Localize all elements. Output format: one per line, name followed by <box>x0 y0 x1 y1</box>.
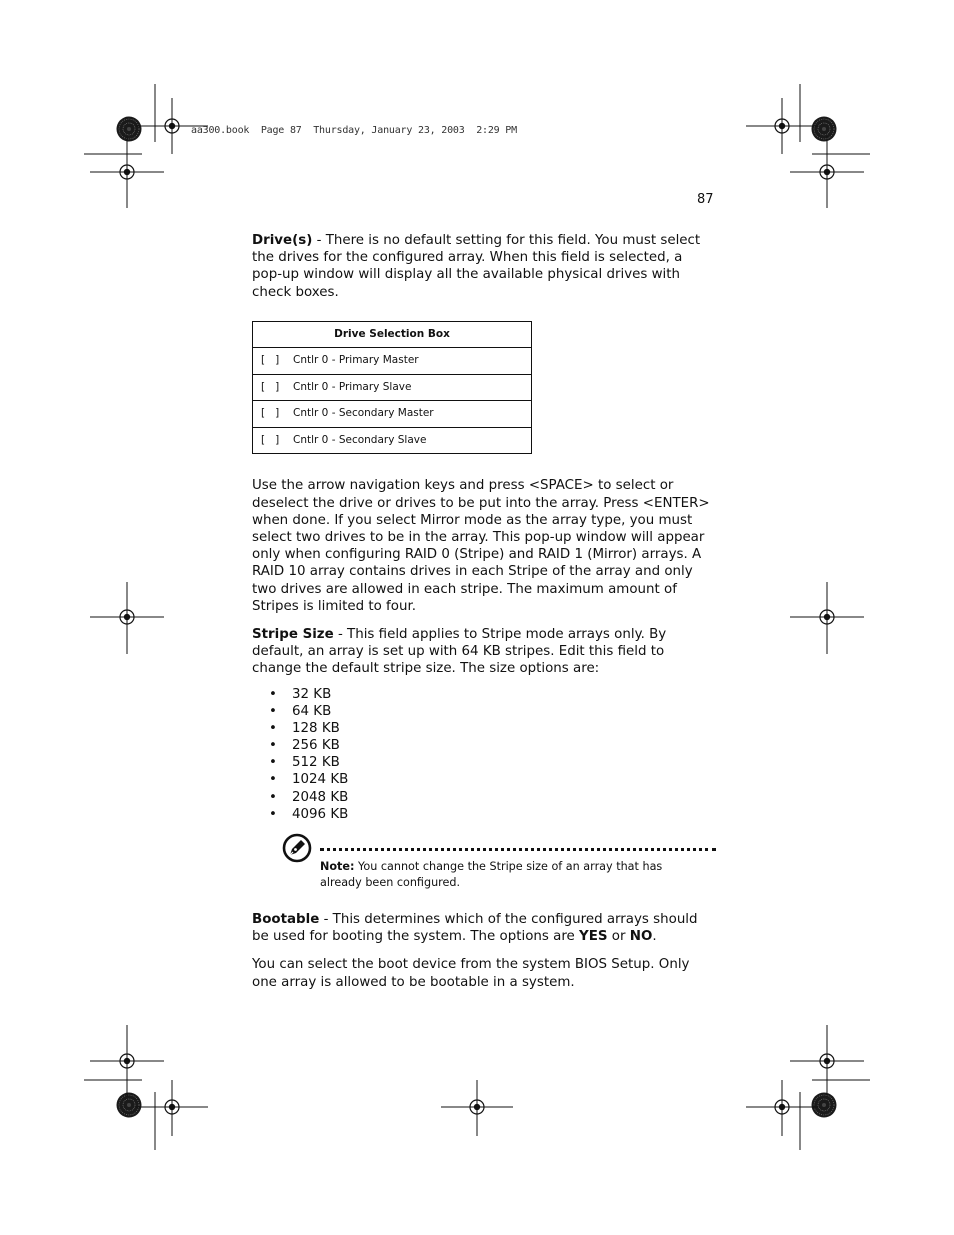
list-item <box>252 703 716 720</box>
bullet: • <box>269 738 277 754</box>
size-option: 256 KB <box>292 738 340 754</box>
bullet: • <box>269 772 277 788</box>
bullet: • <box>269 686 277 702</box>
bullet: • <box>269 703 277 719</box>
list-item <box>252 789 716 806</box>
navigation-paragraph: Use the arrow navigation keys and press <SPACE> to select or deselect the drive or drives to be put into the array. Press <ENTER> when done. If you select Mirror mode as the array type, you must select two drives to be in the array. This pop-up window will appear only when configuring RAID 0 (Stripe) and RAID 1 (Mirror) arrays. A RAID 10 array contains drives in each Stripe of the array and only two drives are allowed in each stripe. The maximum amount of Stripes is limited to four. <box>252 478 710 614</box>
drive-checkbox: [ ] <box>261 433 280 446</box>
drives-paragraph <box>252 232 716 301</box>
stripe-term: Stripe Size <box>252 626 334 642</box>
drive-label: Cntlr 0 - Secondary Master <box>293 407 434 420</box>
page-content <box>252 232 716 991</box>
note-body: You cannot change the Stripe size of an array that has already been configured. <box>320 860 663 889</box>
note-pen-icon <box>282 833 314 863</box>
table-row <box>253 427 532 454</box>
list-item <box>252 737 716 754</box>
drive-checkbox: [ ] <box>261 354 280 367</box>
list-item <box>252 806 716 823</box>
bullet: • <box>269 755 277 771</box>
size-option: 2048 KB <box>292 789 349 805</box>
option-no: NO <box>629 929 653 945</box>
table-row <box>253 348 532 375</box>
drive-selection-box <box>252 321 532 455</box>
drive-label: Cntlr 0 - Primary Slave <box>293 380 412 393</box>
size-option: 1024 KB <box>292 772 349 788</box>
page-number: 87 <box>697 192 714 207</box>
drives-text: - There is no default setting for this field. You must select the drives for the configured array. When this field is selected, a pop-up window will display all the available physical drives with check boxes. <box>252 233 701 300</box>
option-yes: YES <box>579 929 608 945</box>
note-text <box>320 859 690 890</box>
size-option: 64 KB <box>292 703 332 719</box>
stripe-text: - This field applies to Stripe mode arrays only. By default, an array is set up with 64 KB stripes. Edit this field to change the default stripe size. The size options are: <box>252 626 667 677</box>
bootable-or: or <box>607 929 630 945</box>
list-item <box>252 771 716 788</box>
size-option: 32 KB <box>292 686 332 702</box>
drive-checkbox: [ ] <box>261 407 280 420</box>
note-divider <box>320 848 716 851</box>
drive-label: Cntlr 0 - Primary Master <box>293 354 419 367</box>
bootable-text: - This determines which of the configured arrays should be used for booting the system. The options are <box>252 912 698 945</box>
drives-term: Drive(s) <box>252 233 313 248</box>
list-item <box>252 754 716 771</box>
book-info-header: aa300.book Page 87 Thursday, January 23, 2003 2:29 PM <box>191 125 517 136</box>
stripe-size-paragraph <box>252 626 716 678</box>
bootable-paragraph <box>252 911 716 945</box>
bullet: • <box>269 806 277 822</box>
note-box <box>252 833 716 901</box>
drive-box-title: Drive Selection Box <box>253 321 532 348</box>
list-item <box>252 720 716 737</box>
bullet: • <box>269 789 277 805</box>
bootable-end: . <box>652 929 657 945</box>
bootable-term: Bootable <box>252 912 320 928</box>
list-item <box>252 686 716 703</box>
size-option: 128 KB <box>292 720 340 736</box>
stripe-size-list <box>252 686 716 824</box>
bullet: • <box>269 720 277 736</box>
drive-label: Cntlr 0 - Secondary Slave <box>293 433 427 446</box>
table-row <box>253 401 532 428</box>
table-row <box>253 374 532 401</box>
size-option: 4096 KB <box>292 806 349 822</box>
size-option: 512 KB <box>292 755 340 771</box>
note-label: Note: <box>320 860 355 874</box>
drive-checkbox: [ ] <box>261 380 280 393</box>
boot-device-paragraph: You can select the boot device from the system BIOS Setup. Only one array is allowed to be bootable in a system. <box>252 957 690 990</box>
